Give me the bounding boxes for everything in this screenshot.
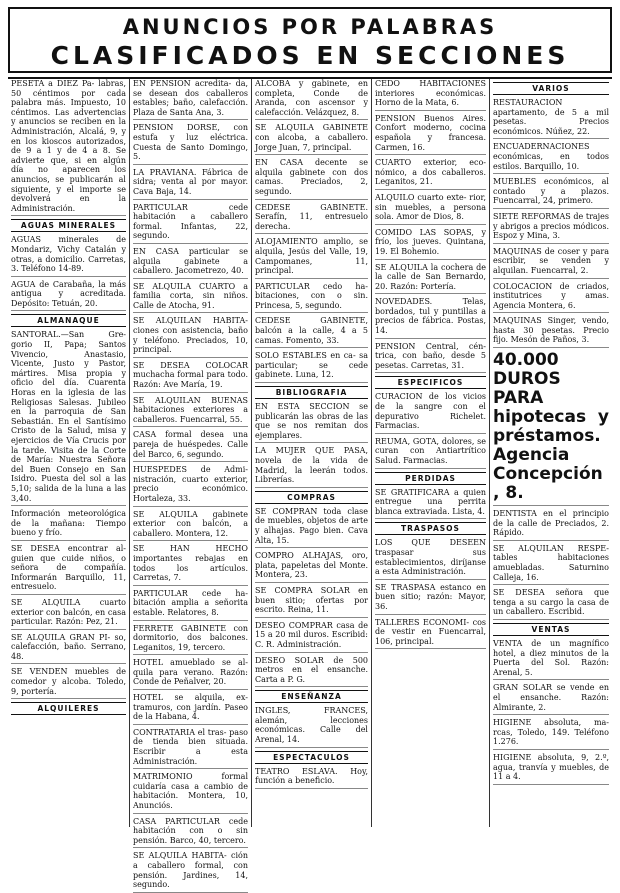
classified-ad: MAQUINAS Singer, vendo, hasta 30 pesetas. Precio fijo. Mesón de Paños, 3.: [493, 316, 609, 348]
section-heading: PERDIDAS: [375, 472, 486, 485]
section-heading: ALQUILERES: [11, 702, 126, 715]
classified-ad: CONTRATARIA el tras- paso de tienda bien situada. Escribir a esta Administración.: [133, 728, 248, 769]
column-5: [490, 79, 612, 827]
section-heading: ESPECIFICOS: [375, 376, 486, 389]
classified-ad: SE ALQUILA GRAN PI- so, calefacción, baño. Serrano, 48.: [11, 633, 126, 665]
classified-ad: SOLO ESTABLES en ca- sa particular; se cede gabinete. Luna, 12.: [255, 351, 368, 383]
classified-ad: DENTISTA en el principio de la calle de Preciados, 2. Rápido.: [493, 509, 609, 541]
classified-ad: MAQUINAS de coser y para escribir, se venden y alquilan. Fuencarral, 2.: [493, 247, 609, 279]
section-heading: VENTAS: [493, 623, 609, 636]
classified-ad: COMIDO LAS SOPAS, y frío, los jueves. Quintana, 19. El Bohemio.: [375, 228, 486, 260]
classified-ad: SE DESEA COLOCAR muchacha formal para todo. Razón: Ave María, 19.: [133, 361, 248, 393]
banner-title-line-1: ANUNCIOS POR PALABRAS: [122, 15, 498, 39]
classified-ad: EN ESTA SECCION se publicarán las obras de las que se nos remitan dos ejemplares.: [255, 402, 368, 443]
classified-ad: CEDESE GABINETE, balcón a la calle, 4 a 5 camas. Fomento, 33.: [255, 316, 368, 348]
classified-ad: EN PENSION acredita- da, se desean dos caballeros estables; baño, calefacción. Plaza de Santa Ana, 3.: [133, 79, 248, 120]
classified-ad: SE ALQUILA cuarto exterior con balcón, en casa particular. Razón: Pez, 21.: [11, 598, 126, 630]
classified-ad: VENTA de un magnífico hotel, a diez minutos de la Puerta del Sol. Razón: Arenal, 5.: [493, 639, 609, 680]
classified-ad: SE ALQUILA CUARTO a familia corta, sin niños. Calle de Atocha, 91.: [133, 282, 248, 314]
classified-ad: SE ALQUILA gabinete exterior con balcón, a caballero. Montera, 12.: [133, 510, 248, 542]
classified-ad: TALLERES ECONOMI- cos de vestir en Fuencarral, 106, principal.: [375, 618, 486, 650]
classified-ad: SE COMPRA SOLAR en buen sitio; ofertas por escrito. Reina, 11.: [255, 586, 368, 618]
classified-ad: PARTICULAR cede habitación a caballero formal. Infantas, 22, segundo.: [133, 203, 248, 244]
classified-ad: CEDESE GABINETE. Serafín, 11, entresuelo derecha.: [255, 203, 368, 235]
classified-ad: REUMA, GOTA, dolores, se curan con Antiartrítico Salud. Farmacias.: [375, 437, 486, 469]
classified-ad: HIGIENE absoluta, 9, 2.º, agua, tranvía y muebles, de 11 a 4.: [493, 753, 609, 785]
newspaper-page: [8, 7, 612, 890]
classified-ad: COLOCACION de criados, institutrices y amas. Agencia Montera, 6.: [493, 282, 609, 314]
classified-ad: FERRETE GABINETE con dormitorio, dos balcones. Leganitos, 19, tercero.: [133, 624, 248, 656]
section-heading: ESPECTACULOS: [255, 751, 368, 764]
classified-ad: CUARTO exterior, eco- nómico, a dos caballeros. Leganitos, 21.: [375, 158, 486, 190]
classified-ad: SE GRATIFICARA a quien entregue una perrita blanca extraviada. Lista, 4.: [375, 488, 486, 520]
classified-ad: EN CASA decente se alquila gabinete con dos camas. Preciados, 2, segundo.: [255, 158, 368, 199]
classified-ad: AGUA de Carabaña, la más antigua y acreditada. Depósito: Tetuán, 20.: [11, 280, 126, 312]
classified-ad: PARTICULAR cedo ha- bitaciones, con o sin. Princesa, 5, segundo.: [255, 282, 368, 314]
classified-ad: DESEO SOLAR de 500 metros en el ensanche. Carta a P. G.: [255, 656, 368, 688]
classified-ad: GRAN SOLAR se vende en el ensanche. Razón: Almirante, 2.: [493, 683, 609, 715]
column-1: [8, 79, 130, 827]
classified-ad: MUEBLES económicos, al contado y a plazos. Fuencarral, 24, primero.: [493, 177, 609, 209]
classified-ad: DESEO COMPRAR casa de 15 a 20 mil duros. Escribid: C. R. Administración.: [255, 621, 368, 653]
classified-ad: CURACION de los vicios de la sangre con el depurativo Richelet. Farmacias.: [375, 392, 486, 433]
classified-ad: SE ALQUILA la cochera de la calle de San Bernardo, 20. Razón: Portería.: [375, 263, 486, 295]
classified-ad: SE ALQUILA HABITA- ción a caballero formal, con pensión. Jardines, 14, segundo.: [133, 851, 248, 892]
classified-ad: PENSION Buenos Aires. Confort moderno, cocina española y francesa. Carmen, 16.: [375, 114, 486, 155]
column-2: [130, 79, 252, 890]
classified-ad: Información meteorológica de la mañana: Tiempo bueno y frío.: [11, 509, 126, 541]
section-heading: ENSEÑANZA: [255, 690, 368, 703]
banner-title-line-2: CLASIFICADOS EN SECCIONES: [50, 41, 570, 70]
classified-ad: SE DESEA señora que tenga a su cargo la casa de un caballero. Escribid.: [493, 588, 609, 620]
column-4: [372, 79, 490, 827]
classified-ad: ALCOBA y gabinete, en completa, Conde de Aranda, con ascensor y calefacción. Velázquez, 8.: [255, 79, 368, 120]
classified-ad: ALOJAMIENTO amplio, se alquila, Jesús del Valle, 19, Campomanes, 11, principal.: [255, 237, 368, 278]
column-3: [252, 79, 372, 827]
classified-ad: 40.000 DUROS PARA hipotecas y préstamos. Agencia Concepción, 8.: [493, 351, 609, 506]
classified-ad: SE ALQUILAN HABITA- ciones con asistencia, baño y teléfono. Preciados, 10, principal.: [133, 316, 248, 357]
section-heading: COMPRAS: [255, 491, 368, 504]
classified-ad: PENSION Central, cén- trica, con baño, desde 5 pesetas. Carretas, 31.: [375, 342, 486, 374]
classified-ad: LOS QUE DESEEN traspasar sus establecimientos, diríjanse a esta Administración.: [375, 538, 486, 579]
section-heading: ALMANAQUE: [11, 314, 126, 327]
section-heading: AGUAS MINERALES: [11, 219, 126, 232]
classified-ad: PESETA a DIEZ Pa- labras, 50 céntimos por cada palabra más. Impuesto, 10 céntimos. Las advertencias y anuncios se reciben en la Administración, Alcalá, 9, y en los kioscos autorizados, de 9 a 1 y de 4 a 8. Se advierte que, si en algún día no aparecen los anuncios, se publicarán al siguiente, y el importe se devolverá en la Administración.: [11, 79, 126, 216]
classified-ad: SE COMPRAN toda clase de muebles, objetos de arte y alhajas. Pago bien. Cava Alta, 15.: [255, 507, 368, 548]
classified-ad: SE ALQUILA GABINETE con alcoba, a caballero. Jorge Juan, 7, principal.: [255, 123, 368, 155]
classified-ad: SE ALQUILAN RESPE- tables habitaciones amuebladas. Saturnino Calleja, 16.: [493, 544, 609, 585]
classified-ad: HUESPEDES de Admi- nistración, cuarto exterior, precio económico. Hortaleza, 33.: [133, 465, 248, 506]
classified-ad: SANTORAL.—San Gre- gorio II, Papa; Santos Vivencio, Anastasio, Vicente, Justo y Pastor, mártires. Misa propia y oficio del día. Cuarenta Horas en la iglesia de las Religiosas Salesas. Jubileo en la parroquia de San Sebastián. En el Santísimo Cristo de la Salud, misa y ejercicios de Vía Crucis por la tarde. Visita de la Corte de María: Nuestra Señora del Buen Consejo en San Isidro. Puesta del sol a las 5,10; salida de la luna a las 3,40.: [11, 330, 126, 506]
classified-ad: CASA PARTICULAR cede habitación con o sin pensión. Barco, 40, tercero.: [133, 817, 248, 849]
classified-ad: EN CASA particular se alquila gabinete a caballero. Jacometrezo, 40.: [133, 247, 248, 279]
section-banner: [8, 7, 612, 73]
classified-ad: LA PRAVIANA. Fábrica de sidra; venta al por mayor. Cava Baja, 14.: [133, 168, 248, 200]
classified-ad: COMPRO ALHAJAS, oro, plata, papeletas del Monte. Montera, 23.: [255, 551, 368, 583]
classified-ad: INGLES, FRANCES, alemán, lecciones económicas. Calle del Arenal, 14.: [255, 706, 368, 747]
classified-ad: ALQUILO cuarto exte- rior, sin muebles, a persona sola. Amor de Dios, 8.: [375, 193, 486, 225]
classified-ad: SE HAN HECHO importantes rebajas en todos los artículos. Carretas, 7.: [133, 544, 248, 585]
classified-ad: MATRIMONIO formal cuidaría casa a cambio de habitación. Montera, 10, Anunciós.: [133, 772, 248, 813]
classified-ad: RESTAURACION apartamento, de 5 a mil pesetas. Precios económicos. Núñez, 22.: [493, 98, 609, 139]
classified-ad: NOVEDADES. Telas, bordados, tul y puntillas a precios de fábrica. Postas, 14.: [375, 297, 486, 338]
classified-columns: [8, 77, 612, 890]
classified-ad: PARTICULAR cede ha- bitación amplia a señorita estable. Relatores, 8.: [133, 589, 248, 621]
classified-ad: LA MUJER QUE PASA, novela de la vida de Madrid, la leerán todos. Librerías.: [255, 446, 368, 487]
section-heading: VARIOS: [493, 82, 609, 95]
section-heading: TRASPASOS: [375, 522, 486, 535]
classified-ad: SE VENDEN muebles de comedor y alcoba. Toledo, 9, portería.: [11, 667, 126, 699]
classified-ad: SE TRASPASA estanco en buen sitio; razón: Mayor, 36.: [375, 583, 486, 615]
classified-ad: CASA formal desea una pareja de huéspedes. Calle del Barco, 6, segundo.: [133, 430, 248, 462]
classified-ad: SE ALQUILAN BUENAS habitaciones exteriores a caballeros. Fuencarral, 55.: [133, 396, 248, 428]
classified-ad: SE DESEA encontrar al- guien que cuide niños, o señora de compañía. Informarán Barquillo, 11, entresuelo.: [11, 544, 126, 595]
classified-ad: TEATRO ESLAVA. Hoy, función a beneficio.: [255, 767, 368, 789]
classified-ad: ENCUADERNACIONES económicas, en todos estilos. Barquillo, 10.: [493, 142, 609, 174]
classified-ad: AGUAS minerales de Mondariz, Vichy Catalán y otras, a domicilio. Carretas, 3. Teléfono 14-89.: [11, 235, 126, 276]
classified-ad: HOTEL amueblado se al- quila para verano. Razón: Conde de Peñalver, 20.: [133, 658, 248, 690]
classified-ad: PENSION DORSE, con estufa y luz eléctrica. Cuesta de Santo Domingo, 5.: [133, 123, 248, 164]
section-heading: BIBLIOGRAFIA: [255, 386, 368, 399]
classified-ad: SIETE REFORMAS de trajes y abrigos a precios módicos. Espoz y Mina, 3.: [493, 212, 609, 244]
classified-ad: HIGIENE absoluta, ma- rcas, Toledo, 149. Teléfono 1.276.: [493, 718, 609, 750]
classified-ad: HOTEL se alquila, ex- tramuros, con jardín. Paseo de la Habana, 4.: [133, 693, 248, 725]
classified-ad: CEDO HABITACIONES interiores económicas. Horno de la Mata, 6.: [375, 79, 486, 111]
